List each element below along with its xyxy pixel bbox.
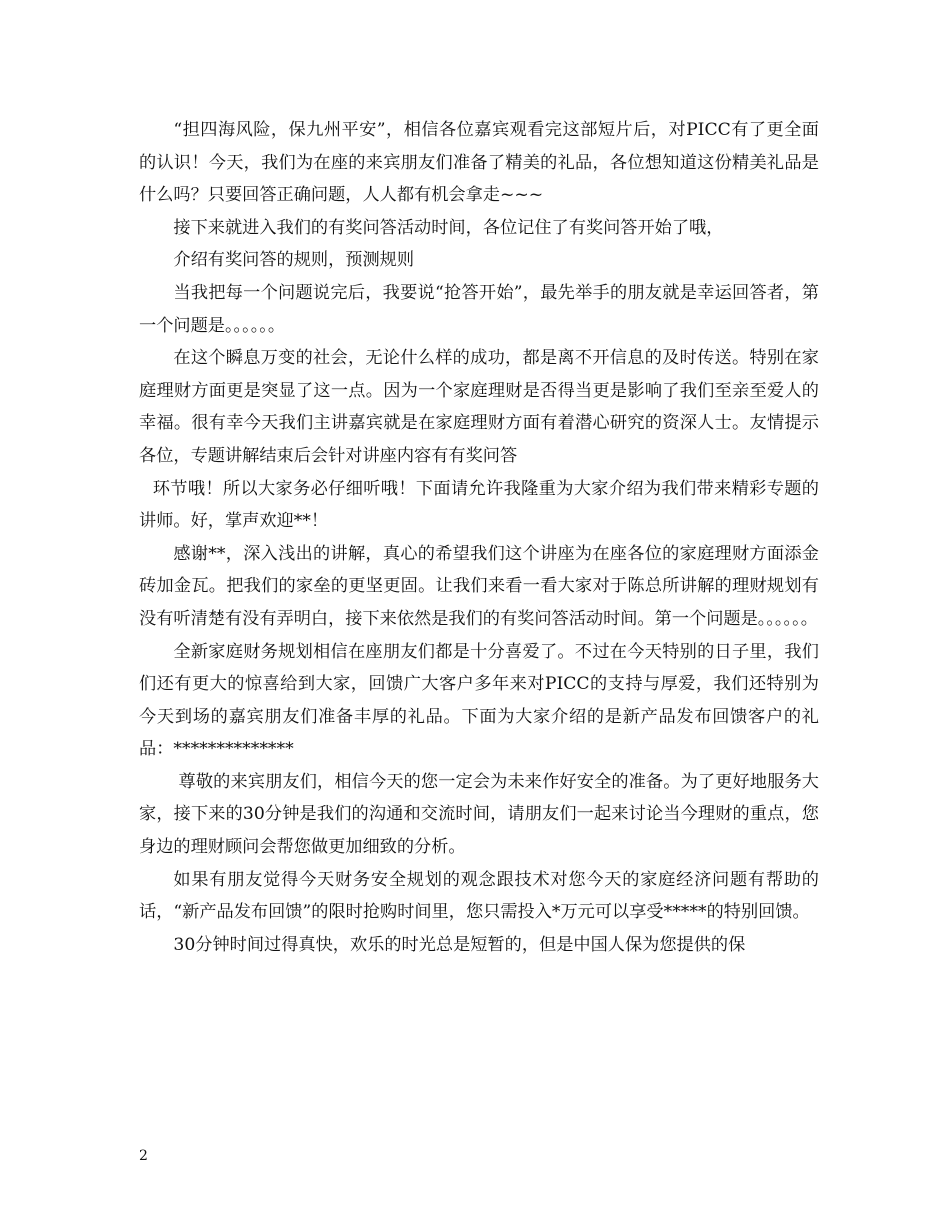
paragraph-qa-rules: 介绍有奖问答的规则，预测规则 bbox=[173, 250, 415, 271]
paragraph-thanks: 感谢**，深入浅出的讲解，真心的希望我们这个讲座为在座各位的家庭理财方面添金砖加金瓦。把我们的家垒的更坚更固。让我们来看一看大家对于陈总所讲解的理财规划有没有听清楚有没有弄明白，接下来依然是我们的有奖问答活动时间。第一个问题是。。。。。。 bbox=[139, 543, 819, 629]
paragraph-speaker-intro: 在这个瞬息万变的社会，无论什么样的成功，都是离不开信息的及时传送。特别在家庭理财方面更是突显了这一点。因为一个家庭理财是否得当更是影响了我们至亲至爱人的幸福。很有幸今天我们主讲嘉宾就是在家庭理财方面有着潜心研究的资深人士。友情提示各位，专题讲解结束后会针对讲座内容有有奖问答 bbox=[139, 348, 819, 466]
paragraph-offer: 如果有朋友觉得今天财务安全规划的观念跟技术对您今天的家庭经济问题有帮助的话，“新产品发布回馈”的限时抢购时间里，您只需投入*万元可以享受*****的特别回馈。 bbox=[139, 869, 819, 923]
paragraph-first-question: 当我把每一个问题说完后，我要说“抢答开始”，最先举手的朋友就是幸运回答者，第一个问题是。。。。。。 bbox=[139, 282, 819, 336]
paragraph-qa-start: 接下来就进入我们的有奖问答活动时间，各位记住了有奖问答开始了哦， bbox=[173, 217, 724, 238]
document-body bbox=[139, 114, 819, 961]
page-number: 2 bbox=[139, 1148, 148, 1164]
paragraph-new-product: 全新家庭财务规划相信在座朋友们都是十分喜爱了。不过在今天特别的日子里，我们们还有更大的惊喜给到大家，回馈广大客户多年来对PICC的支持与厚爱，我们还特别为今天到场的嘉宾朋友们准备丰厚的礼品。下面为大家介绍的是新产品发布回馈客户的礼品：************** bbox=[139, 641, 819, 760]
paragraph-intro: “担四海风险，保九州平安”，相信各位嘉宾观看完这部短片后，对PICC有了更全面的认识！今天，我们为在座的来宾朋友们准备了精美的礼品，各位想知道这份精美礼品是什么吗？只要回答正确问题，人人都有机会拿走~~~ bbox=[139, 120, 819, 206]
paragraph-closing: 30分钟时间过得真快，欢乐的时光总是短暂的，但是中国人保为您提供的保 bbox=[173, 934, 746, 955]
paragraph-speaker-welcome: 环节哦！所以大家务必仔细听哦！下面请允许我隆重为大家介绍为我们带来精彩专题的讲师。好，掌声欢迎**！ bbox=[139, 478, 819, 532]
paragraph-communication: 尊敬的来宾朋友们，相信今天的您一定会为未来作好安全的准备。为了更好地服务大家，接下来的30分钟是我们的沟通和交流时间，请朋友们一起来讨论当今理财的重点，您身边的理财顾问会帮您做更加细致的分析。 bbox=[139, 771, 819, 858]
